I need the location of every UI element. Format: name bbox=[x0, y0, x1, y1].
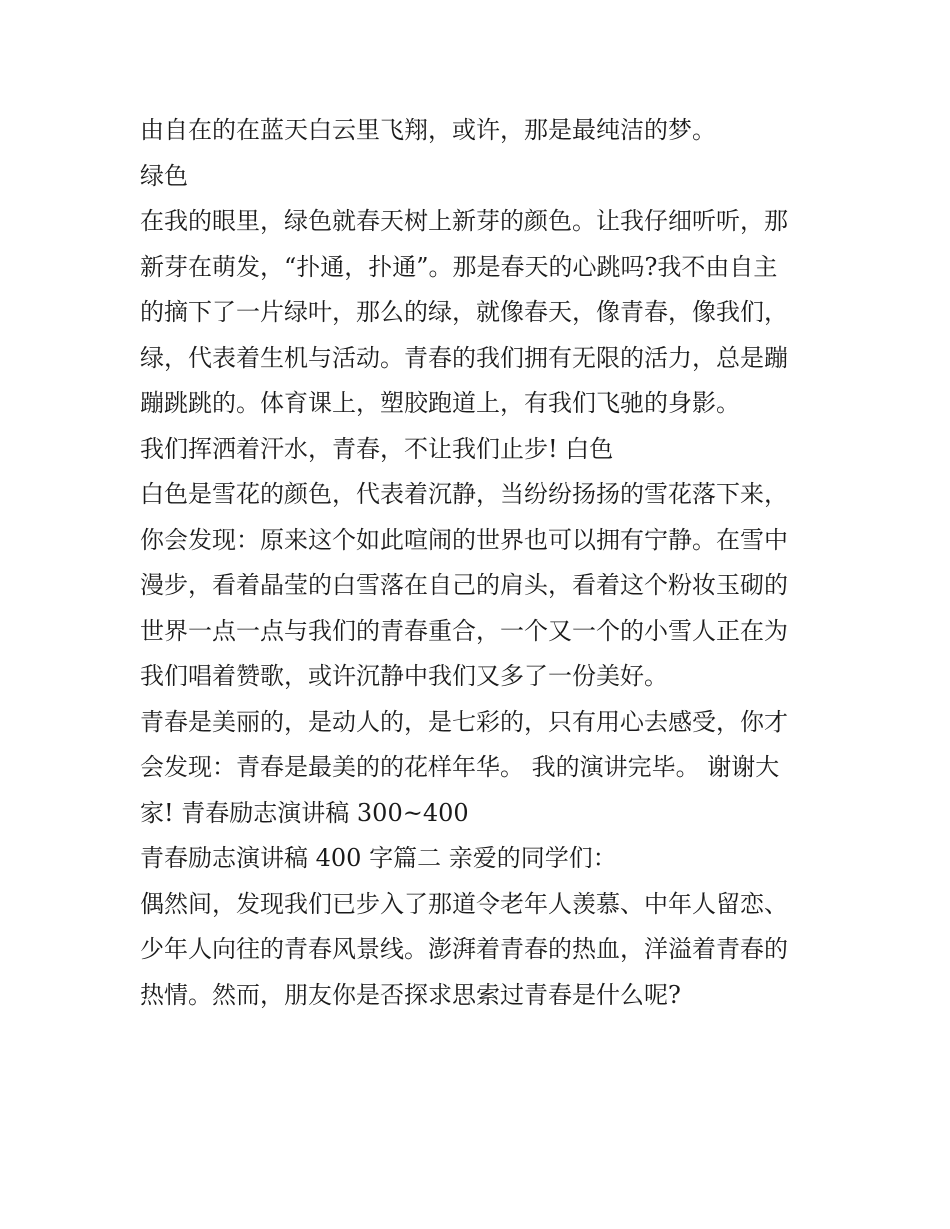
text-line: 漫步，看着晶莹的白雪落在自己的肩头，看着这个粉妆玉砌的 bbox=[140, 571, 788, 599]
text-line: 我们挥洒着汗水，青春，不让我们止步! 白色 bbox=[140, 434, 614, 463]
text-line: 绿，代表着生机与活动。青春的我们拥有无限的活力，总是蹦 bbox=[140, 343, 788, 372]
text-line: 白色是雪花的颜色，代表着沉静，当纷纷扬扬的雪花落下来， bbox=[140, 480, 788, 508]
text-line: 偶然间，发现我们已步入了那道令老年人羡慕、中年人留恋、 bbox=[140, 889, 788, 918]
text-line: 家! 青春励志演讲稿 300~400 bbox=[140, 798, 469, 827]
text-line: 世界一点一点与我们的青春重合，一个又一个的小雪人正在为 bbox=[140, 616, 788, 645]
text-line: 新芽在萌发，“扑通，扑通”。那是春天的心跳吗?我不由自主 bbox=[140, 252, 778, 281]
text-line: 青春励志演讲稿 400 字篇二 亲爱的同学们： bbox=[140, 844, 617, 872]
text-line: 我们唱着赞歌，或许沉静中我们又多了一份美好。 bbox=[140, 662, 668, 690]
text-line: 的摘下了一片绿叶，那么的绿，就像春天，像青春，像我们， bbox=[140, 298, 788, 326]
text-line: 你会发现：原来这个如此喧闹的世界也可以拥有宁静。在雪中 bbox=[140, 525, 788, 554]
text-line: 青春是美丽的，是动人的，是七彩的，只有用心去感受，你才 bbox=[140, 707, 788, 736]
text-line: 会发现：青春是最美的的花样年华。 我的演讲完毕。 谢谢大 bbox=[140, 753, 780, 781]
text-line: 蹦跳跳的。体育课上，塑胶跑道上，有我们飞驰的身影。 bbox=[140, 389, 740, 417]
text-line: 少年人向往的青春风景线。澎湃着青春的热血，洋溢着青春的 bbox=[140, 935, 788, 963]
document-body bbox=[140, 108, 820, 1018]
section-heading-green: 绿色 bbox=[140, 161, 188, 190]
text-line: 由自在的在蓝天白云里飞翔，或许，那是最纯洁的梦。 bbox=[140, 116, 716, 144]
text-line: 在我的眼里，绿色就春天树上新芽的颜色。让我仔细听听，那 bbox=[140, 207, 788, 235]
text-line: 热情。然而，朋友你是否探求思索过青春是什么呢? bbox=[140, 980, 681, 1009]
